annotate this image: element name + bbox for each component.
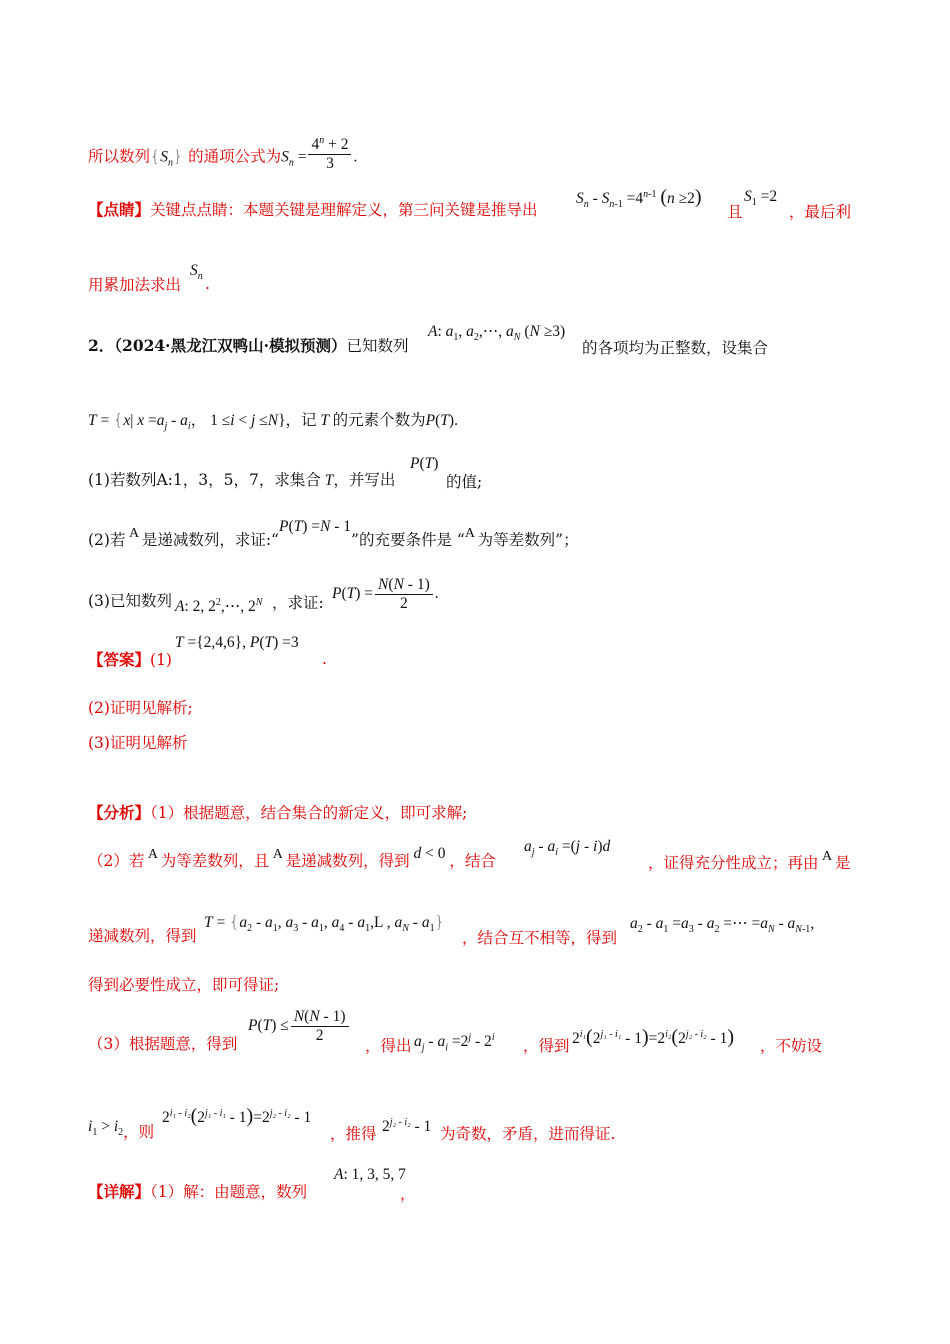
analysis-l3-chain: $a_2 - a_1 =a_3 - a_2$ =⋯ $=a_N - a_{N-1}$, [630,915,815,936]
analysis-l6-eq: $2^{i_1 - i_2}(2^{j_1 - i_1} - 1)=2^{j_2 - i_2} - 1$ [162,1105,312,1127]
conclusion-prefix: 所以数列 [88,147,151,166]
analysis-l5b: ，得出 [365,1037,412,1055]
part3-formula: P(T) = $\frac{N(N - 1)}{2}$ . [332,576,439,612]
part3-line [88,591,172,611]
note-s1: $S_1 =2$ [744,188,778,209]
analysis-l4: 得到必要性成立，即可得证; [88,976,280,994]
part1-seq: A:1，3，5，7，求集合 [156,471,321,489]
problem-stem2: 的各项均为正整数，设集合 [582,339,769,357]
analysis-l6a: ，则 [123,1123,155,1141]
analysis-l2c: 是递减数列，得到 [285,852,410,870]
part1-pt: P(T) [410,455,439,472]
note-formula: $S_n - S_{n-1} =4^{n-1}$ (n ≥2) [576,186,702,211]
conclusion-line: 所以数列$\{S_n\}$ 的通项公式为$S_n$ = $\frac{4^n + 2}{3}$ . [88,142,357,174]
analysis-l2-formula: $a_j - a_i =(j - i)d$ [524,838,611,859]
part2-a: (2)若 [88,531,126,549]
analysis-line6: $i_1 > i_2$，则 [88,1118,155,1141]
answer-formula: T ={2,4,6}, P(T) =3 [175,634,299,651]
analysis-line1 [88,803,467,823]
part2-c: ”的充要条件是 “ [351,531,465,549]
note-line2-text: 用累加法求出 [88,276,182,294]
analysis-l3a: 递减数列，得到 [88,927,197,945]
part2-line: (2)若 A 是递减数列，求证:“P(T) =N - 1”的充要条件是 “A 为等差数列”； [88,518,579,549]
problem-number: 2． [88,336,115,355]
analysis-l2d: ，结合 [449,852,496,870]
answer-p2: (2)证明见解析; [88,699,193,717]
note-sn: $S_n$ [190,262,203,283]
note-text: 关键点点睛：本题关键是理解定义，第三问关键是推导出 [150,201,538,219]
analysis-l5-ineq: P(T) ≤ $\frac{N(N - 1)}{2}$ [248,1008,351,1045]
set-def-line: T = {x| $x =a_j - a_i$， 1 ≤i < j ≤N}，记 T 的元素个数为P(T). [88,410,458,433]
answer-line [88,650,172,670]
part3-sequence: A: 2, $2^2,\cdots$, $2^N$ [175,597,263,616]
analysis-l3b: ，结合互不相等，得到 [462,929,618,947]
note-line2-end: . [205,275,210,293]
problem-stem4: 的元素个数为 [332,411,426,429]
conclusion-mid: 的通项公式为 [188,147,282,166]
problem-source: （2024·黑龙江双鸭山·模拟预测） [114,336,347,355]
detail-end: ， [400,1185,416,1203]
answer-p1: (1) [150,651,172,669]
analysis-l5a: （3）根据题意，得到 [88,1035,238,1053]
detail-sequence: A: 1, 3, 5, 7 [334,1166,406,1183]
analysis-tag: 【分析】 [88,803,151,822]
analysis-l5d: ，不妨设 [760,1037,823,1055]
analysis-line3 [88,926,197,946]
note-and: 且 [727,203,743,221]
part1-b: ，并写出 [333,471,396,489]
part3-b: ，求证: [272,594,324,612]
analysis-l3-set: $T = \{a_2 - a_1$, $a_3 - a_1$, $a_4 - a_1,L$ , $a_N - a_1$} [204,912,445,935]
analysis-l5c: ，得到 [523,1037,570,1055]
analysis-l1: （1）根据题意，结合集合的新定义，即可求解; [150,804,468,822]
analysis-l2e: ，证得充分性成立；再由 [648,854,819,872]
problem-stem [88,336,409,356]
analysis-line2: （2）若 A 为等差数列，且 A 是递减数列，得到 d < 0 ，结合 [88,845,496,870]
note-line2 [88,275,181,295]
part2-b: 是递减数列，求证:“ [141,531,279,549]
problem-stem3: ，记 [285,411,317,429]
detail-tag: 【详解】 [88,1182,151,1201]
analysis-l5-eq: $2^{i_1}(2^{j_1 - i_1} - 1)=2^{i_2}(2^{j_2 - i_2} - 1)$ [572,1026,734,1048]
analysis-l2b: 为等差数列，且 [160,852,270,870]
analysis-l6c: 为奇数，矛盾，进而得证. [440,1125,616,1143]
analysis-l2f: 是 [834,854,851,872]
problem-stem1: 已知数列 [346,337,409,355]
analysis-line5 [88,1034,237,1054]
analysis-l2-end: ，证得充分性成立；再由 A 是 [648,849,851,872]
detail-text: （1）解：由题意，数列 [150,1183,308,1201]
detail-line [88,1182,307,1202]
part1-a: (1)若数列 [88,471,157,489]
note-tag: 【点睛】 [88,200,151,219]
note-line [88,200,538,220]
sequence-def: A: $a_1$, $a_2,\cdots$, $a_N$ (N ≥3) [428,323,566,344]
part3-a: (3)已知数列 [88,592,172,610]
part1-c: 的值; [446,473,483,491]
analysis-l6b: ，推得 [330,1125,377,1143]
answer-period: . [322,650,327,668]
answer-p3: (3)证明见解析 [88,734,188,752]
analysis-l6-odd: $2^{j_2 - i_2} - 1$ [382,1117,432,1136]
answer-tag: 【答案】 [88,650,151,669]
part1-line: (1)若数列A:1，3，5，7，求集合 T，并写出 [88,471,396,489]
part2-d: 为等差数列”； [477,531,579,549]
analysis-l5-diff: $a_j - a_i =2^j - 2^i$ [414,1032,495,1054]
note-tail: ，最后利 [789,203,852,221]
analysis-l2a: （2）若 [88,852,145,870]
